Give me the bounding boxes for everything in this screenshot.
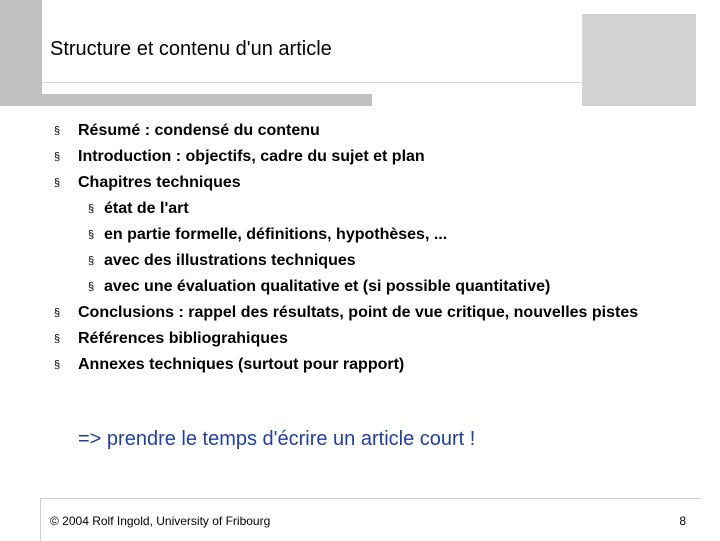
sub-list-item bbox=[52, 274, 672, 300]
list-item bbox=[52, 170, 672, 196]
sub-list-item-text: avec une évaluation qualitative et (si possible quantitative) bbox=[104, 278, 551, 295]
bullet-icon: § bbox=[54, 333, 61, 345]
bullet-icon: § bbox=[54, 125, 61, 137]
list-item-text: Chapitres techniques bbox=[78, 174, 241, 191]
bullet-icon: § bbox=[54, 151, 61, 163]
sub-list-item-text: état de l'art bbox=[104, 200, 189, 217]
list-item bbox=[52, 352, 672, 378]
bullet-list bbox=[52, 118, 672, 378]
decorative-horizontal-rule bbox=[0, 94, 372, 106]
list-item-text: Conclusions : rappel des résultats, point de vue critique, nouvelles pistes bbox=[78, 304, 639, 321]
sub-list-item-text: avec des illustrations techniques bbox=[104, 252, 356, 269]
decorative-top-right-block bbox=[582, 14, 696, 106]
bullet-icon: § bbox=[54, 359, 61, 371]
bullet-icon: § bbox=[88, 203, 95, 215]
conclusion-text: => prendre le temps d'écrire un article court ! bbox=[78, 428, 476, 450]
list-item-text: Résumé : condensé du contenu bbox=[78, 122, 320, 139]
list-item bbox=[52, 326, 672, 352]
list-item bbox=[52, 144, 672, 170]
sub-list-item bbox=[52, 248, 672, 274]
list-item-text: Introduction : objectifs, cadre du sujet et plan bbox=[78, 148, 425, 165]
bullet-icon: § bbox=[54, 307, 61, 319]
sub-list-item-text: en partie formelle, définitions, hypothèses, ... bbox=[104, 226, 448, 243]
list-item-text: Annexes techniques (surtout pour rapport) bbox=[78, 356, 405, 373]
sub-list-item bbox=[52, 222, 672, 248]
bullet-icon: § bbox=[88, 255, 95, 267]
list-item bbox=[52, 303, 672, 323]
bullet-icon: § bbox=[54, 177, 61, 189]
footer-copyright: © 2004 Rolf Ingold, University of Fribourg bbox=[50, 514, 271, 528]
slide-title: Structure et contenu d'un article bbox=[50, 38, 332, 60]
list-item bbox=[52, 118, 672, 144]
page-number: 8 bbox=[679, 514, 686, 528]
list-item-text: Références bibliograhiques bbox=[78, 330, 288, 347]
sub-list-item bbox=[52, 196, 672, 222]
bullet-icon: § bbox=[88, 281, 95, 293]
bullet-icon: § bbox=[88, 229, 95, 241]
decorative-left-bar bbox=[0, 0, 42, 96]
